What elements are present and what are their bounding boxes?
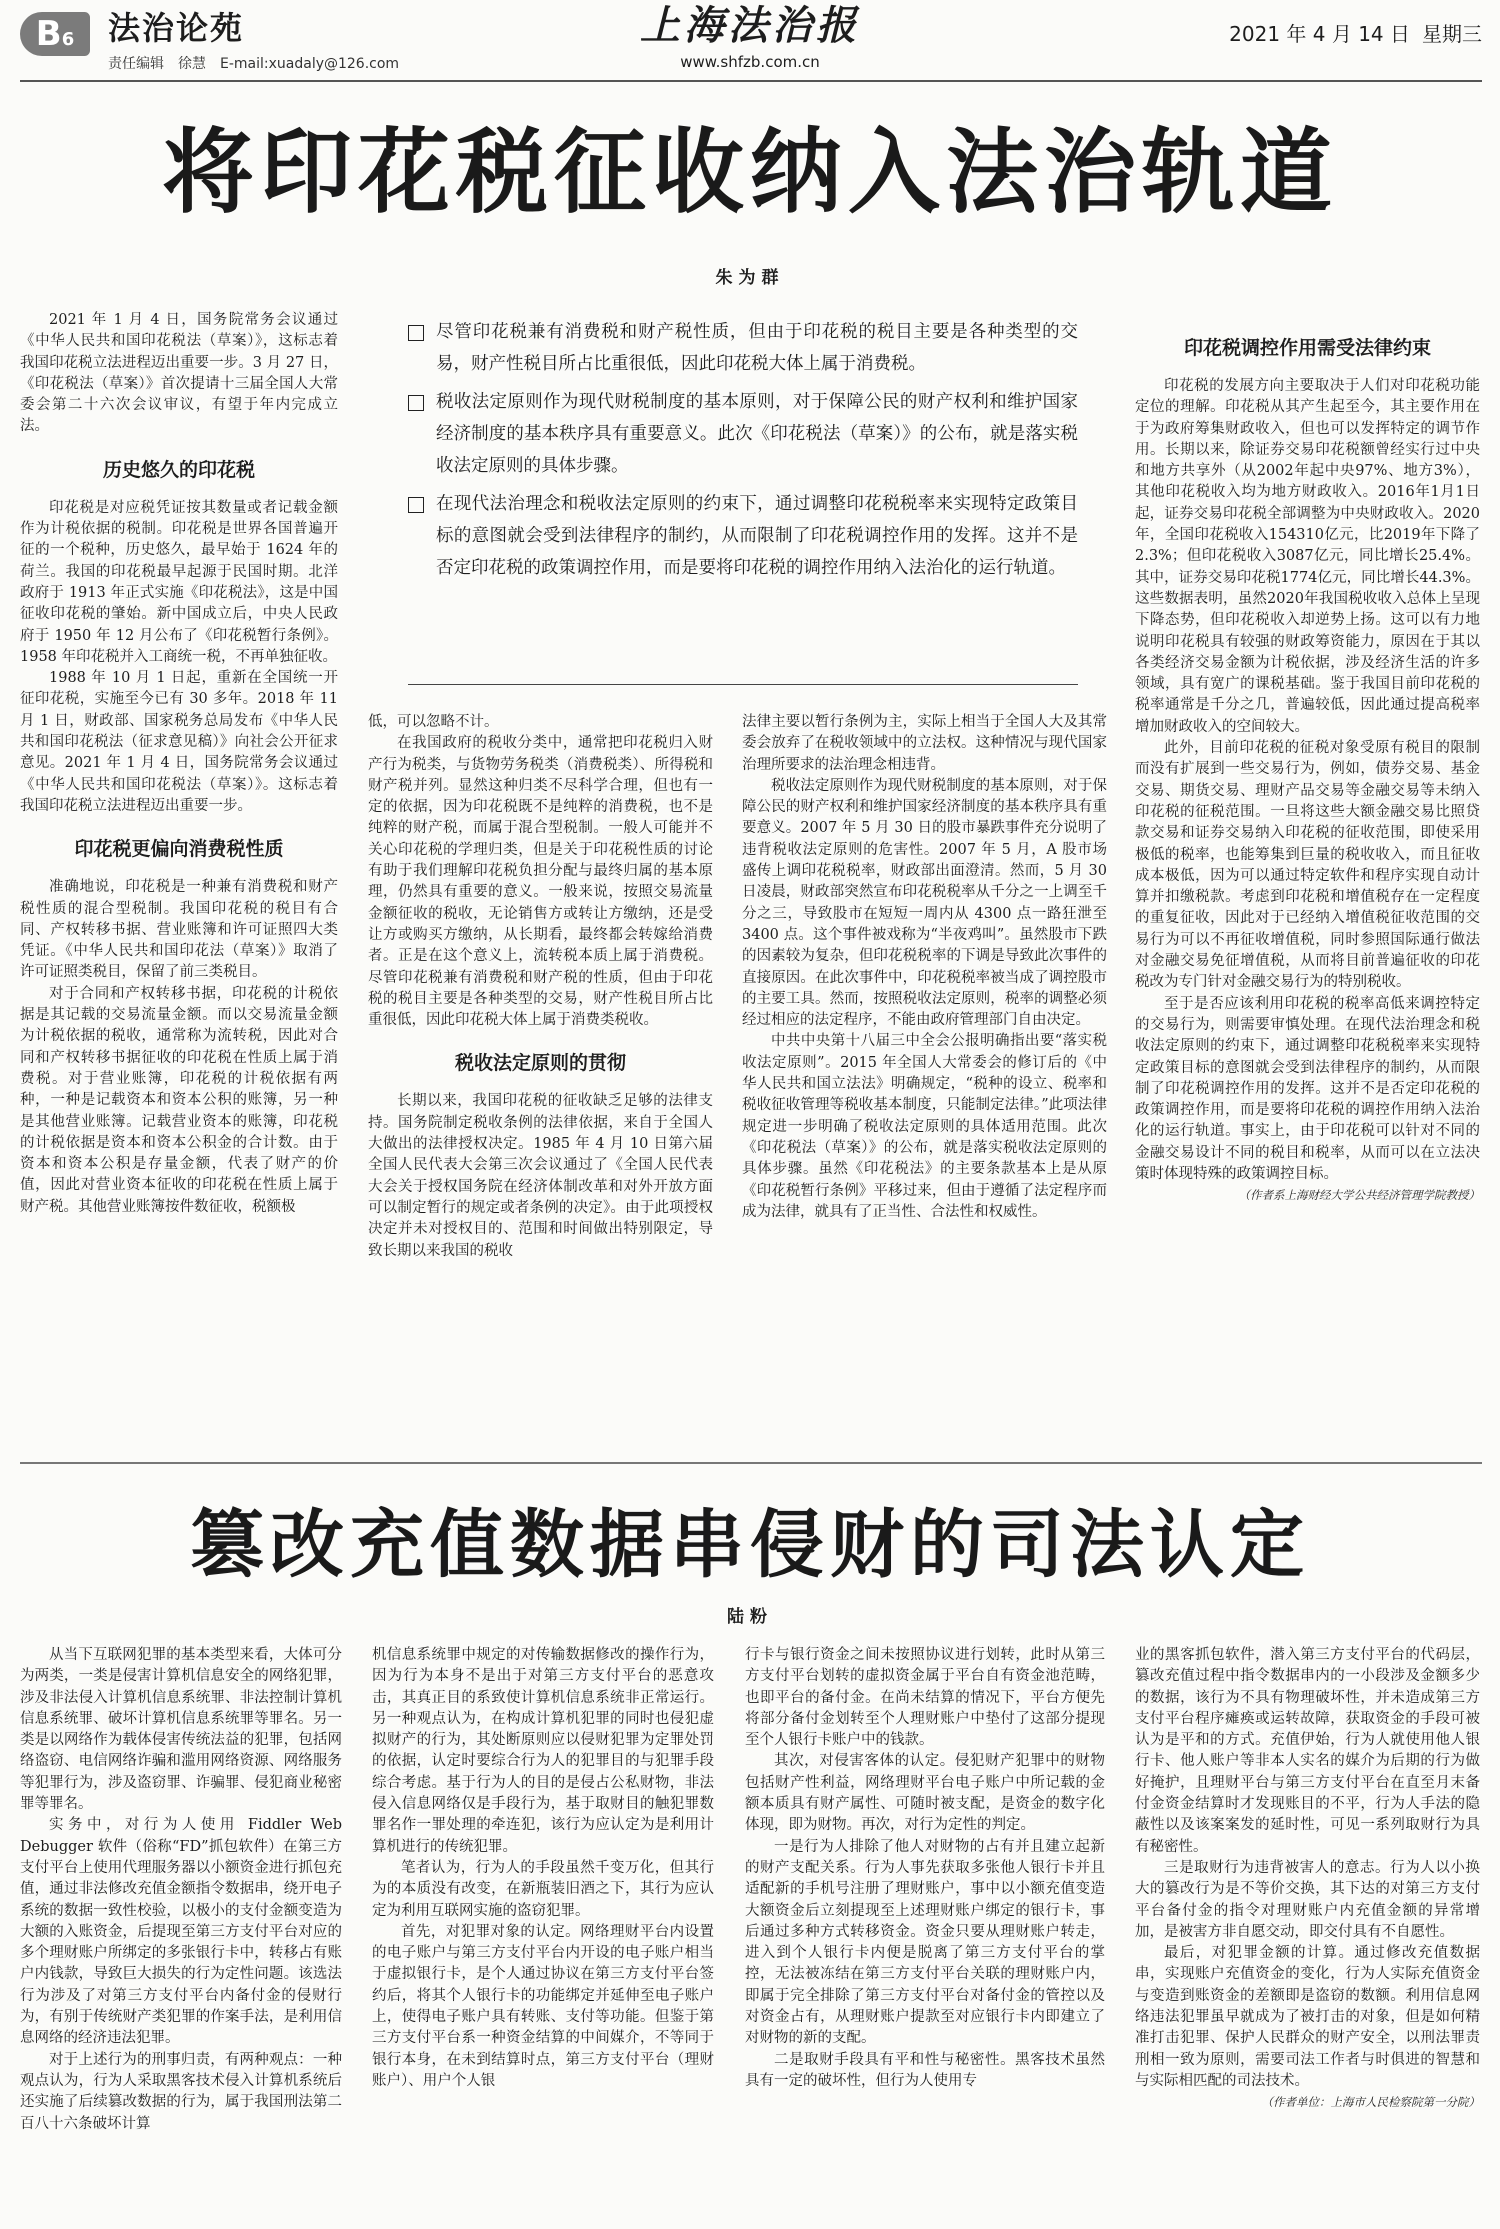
paragraph: 笔者认为，行为人的手段虽然千变万化，但其行为的本质没有改变，在新瓶装旧酒之下，其行为应认定为利用互联网实施的盗窃犯罪。 (372, 1859, 714, 1919)
newspaper-logo: 上海法治报 (640, 2, 860, 49)
weekday: 星期三 (1422, 22, 1482, 46)
paragraph: 机信息系统罪中规定的对传输数据修改的操作行为，因为行为本身不是出于对第三方支付平台的恶意攻击，其真正目的系致使计算机信息系统非正常运行。另一种观点认为，在构成计算机犯罪的同时也侵犯虚拟财产的行为，其处断原则应以侵财犯罪为定罪处罚的依据，认定时要综合行为人的犯罪目的与犯罪手段综合考虑。基于行为人的目的是侵占公私财物，非法侵入信息网络仅是手段行为，基于取财目的触犯罪数罪名作一罪处理的牵连犯，该行为应认定为是利用计算机进行的传统犯罪。 (372, 1647, 714, 1855)
subheading: 印花税调控作用需受法律约束 (1183, 337, 1431, 359)
article2-author: 陆粉 (727, 1607, 773, 1627)
abstract-rule (408, 684, 1078, 685)
article-divider (20, 1462, 1482, 1464)
author-signature: （作者系上海财经大学公共经济管理学院教授） (1238, 1188, 1480, 1203)
author-signature: （作者单位：上海市人民检察院第一分院） (1261, 2095, 1480, 2110)
checkbox-bullet-icon (408, 395, 424, 411)
date: 2021 年 4 月 14 日 (1229, 22, 1410, 46)
article2-column-3 (745, 1645, 1105, 2229)
article1-column-3 (742, 712, 1107, 1417)
paragraph: 低，可以忽略不计。 (368, 714, 499, 730)
paragraph: 三是取财行为违背被害人的意志。行为人以小换大的篡改行为是不等价交换，其下达的对第三方支付平台备付金的指令对理财账户内充值金额的异常增加，是被害方非自愿交动，即交付具有不自愿性。 (1135, 1859, 1480, 1940)
paragraph: 业的黑客抓包软件，潜入第三方支付平台的代码层，篡改充值过程中指令数据串内的一小段涉及金额多少的数据，该行为不具有物理破坏性，并未造成第三方支付平台程序瘫痪或运转故障，获取资金的手段可被认为是平和的方式。充值伊始，行为人就使用他人银行卡、他人账户等非本人实名的媒介为后期的行为做好掩护，且理财平台与第三方支付平台在直至月末备付金资金结算时才发现账目的不平，行为人手法的隐蔽性以及该案案发的延时性，可见一系列取财行为具有秘密性。 (1135, 1647, 1480, 1855)
editor-email: E-mail:xuadaly@126.com (220, 56, 400, 72)
editor-label: 责任编辑 (108, 56, 164, 72)
issue-date (1217, 20, 1482, 48)
article1-title: 将印花税征收纳入法治轨道 (161, 119, 1338, 226)
article2-column-1 (20, 1645, 342, 2229)
subheading: 印花税更偏向消费税性质 (74, 838, 284, 861)
paragraph: 2021 年 1 月 4 日，国务院常务会议通过《中华人民共和国印花税法（草案）》，这标志着我国印花税立法进程迈出重要一步。3 月 27 日，《印花税法（草案）》首次提请十三届全国人大常委会第二十六次会议审议，有望于年内完成立法。 (20, 312, 338, 435)
paragraph: 最后，对犯罪金额的计算。通过修改充值数据串，实现账户充值资金的变化，行为人实际充值资金与变造到账资金的差额即是盗窃的数额。利用信息网络违法犯罪虽早就成为了被打击的对象，但是如何精准打击犯罪、保护人民群众的财产安全，以刑法罪责刑相一致为原则，需要司法工作者与时俱进的智慧和与实际相匹配的司法技术。 (1135, 1945, 1480, 2089)
paragraph: 印花税的发展方向主要取决于人们对印花税功能定位的理解。印花税从其产生起至今，其主要作用在于为政府筹集财政收入，但也可以发挥特定的调节作用。长期以来，除证券交易印花税额曾经实行过中央和地方共享外（从2002年起中央97%、地方3%），其他印花税收入均为地方财政收入。2016年1月1日起，证券交易印花税全部调整为中央财政收入。2020年，全国印花税收入154310亿元，比2019年下降了2.3%；但印花税收入3087亿元，同比增长25.4%。其中，证券交易印花税1774亿元，同比增长44.3%。这些数据表明，虽然2020年我国税收收入总体上呈现下降态势，但印花税收入却逆势上扬。这可以有力地说明印花税具有较强的财政筹资能力，原因在于其以各类经济交易金额为计税依据，涉及经济生活的许多领域，具有宽广的课税基础。鉴于我国目前印花税的税率通常是千分之几，普遍较低，因此通过提高税率增加财政收入的空间较大。 (1135, 378, 1480, 735)
paragraph: 对于合同和产权转移书据，印花税的计税依据是其记载的交易流量金额。而以交易流量金额为计税依据的税收，通常称为流转税，因此对合同和产权转移书据征收的印花税在性质上属于消费税。对于营业账簿，印花税的计税依据有两种，一种是记载资本和资本公积的账簿，另一种是其他营业账簿。记载营业资本的账簿，印花税的计税依据是资本和资本公积金的合计数。由于资本和资本公积是存量金额，代表了财产的价值，因此对营业资本征收的印花税在性质上属于财产税。其他营业账簿按件数征收，税额极 (20, 985, 338, 1215)
abstract-point: 在现代法治理念和税收法定原则的约束下，通过调整印花税税率来实现特定政策目标的意图就会受到法律程序的制约，从而限制了印花税调控作用的发挥。这并不是否定印花税的政策调控作用，而是要将印花税的调控作用纳入法治化的运行轨道。 (408, 488, 1078, 584)
article1-abstract (408, 316, 1078, 590)
paragraph: 实务中，对行为人使用 Fiddler Web Debugger 软件（俗称“FD”抓包软件）在第三方支付平台上使用代理服务器以小额资金进行抓包充值，通过非法修改充值金额指令数据串，绕开电子系统的数据一致性校验，以极小的支付金额变造为大额的入账资金，后提现至第三方支付平台对应的多个理财账户所绑定的多张银行卡中，转移占有账户内钱款，导致巨大损失的行为定性问题。该选法行为涉及了对第三方支付平台内备付金的侵财行为，有别于传统财产类犯罪的作案手法，是利用信息网络的经济违法犯罪。 (20, 1817, 342, 2047)
article1-column-2 (368, 712, 713, 1417)
paragraph: 中共中央第十八届三中全会公报明确指出要“落实税收法定原则”。2015 年全国人大常委会的修订后的《中华人民共和国立法法》明确规定，“税种的设立、税率和税收征收管理等税收基本制度，只能制定法律。”此项法律规定进一步明确了税收法定原则的具体适用范围。此次《印花税法（草案）》的公布，就是落实税收法定原则的具体步骤。虽然《印花税法》的主要条款基本上是从原《印花税暂行条例》平移过来，但由于遵循了法定程序而成为法律，就具有了正当性、合法性和权威性。 (742, 1033, 1107, 1220)
masthead (0, 0, 1500, 80)
article1-author: 朱为群 (715, 268, 785, 288)
editor-line (108, 54, 413, 74)
checkbox-bullet-icon (408, 325, 424, 341)
article2-column-4 (1135, 1645, 1480, 2229)
paragraph: 从当下互联网犯罪的基本类型来看，大体可分为两类，一类是侵害计算机信息安全的网络犯罪，涉及非法侵入计算机信息系统罪、非法控制计算机信息系统罪、破坏计算机信息系统罪等罪名。另一类是以网络作为载体侵害传统法益的犯罪，包括网络盗窃、电信网络诈骗和滥用网络资源、网络服务等犯罪行为，涉及盗窃罪、诈骗罪、侵犯商业秘密罪等罪名。 (20, 1647, 342, 1813)
masthead-rule (20, 80, 1482, 82)
paragraph: 长期以来，我国印花税的征收缺乏足够的法律支持。国务院制定税收条例的法律依据，来自于全国人大做出的法律授权决定。1985 年 4 月 10 日第六届全国人民代表大会第三次会议通过了《全国人民代表大会关于授权国务院在经济体制改革和对外开放方面可以制定暂行的规定或者条例的决定》。由于此项授权决定并未对授权目的、范围和时间做出特别限定，导致长期以来我国的税收 (368, 1093, 713, 1259)
paragraph: 其次，对侵害客体的认定。侵犯财产犯罪中的财物包括财产性利益，网络理财平台电子账户中所记载的金额本质具有财产属性、可随时被支配，是资金的数字化体现，即为财物。再次，对行为定性的判定。 (745, 1753, 1105, 1834)
paragraph: 印花税是对应税凭证按其数量或者记载金额作为计税依据的税制。印花税是世界各国普遍开征的一个税种，历史悠久，最早始于 1624 年的荷兰。我国的印花税最早起源于民国时期。北洋政府于 1913 年正式实施《印花税法》，这是中国征收印花税的肇始。新中国成立后，中央人民政府于 1950 年 12 月公布了《印花税暂行条例》。1958 年印花税并入工商统一税，不再单独征收。 (20, 499, 338, 665)
abstract-point: 尽管印花税兼有消费税和财产税性质，但由于印花税的税目主要是各种类型的交易，财产性税目所占比重很低，因此印花税大体上属于消费税。 (408, 316, 1078, 380)
editor-name: 徐慧 (178, 56, 206, 72)
subheading: 历史悠久的印花税 (102, 458, 255, 481)
paragraph: 法律主要以暂行条例为主，实际上相当于全国人大及其常委会放弃了在税收领域中的立法权。这种情况与现代国家治理所要求的法治理念相违背。 (742, 714, 1107, 773)
checkbox-bullet-icon (408, 497, 424, 513)
subheading: 税收法定原则的贯彻 (454, 1052, 626, 1075)
page-badge: B6 (20, 12, 90, 56)
article2-title: 篡改充值数据串侵财的司法认定 (190, 1502, 1310, 1588)
paragraph: 税收法定原则作为现代财税制度的基本原则，对于保障公民的财产权利和维护国家经济制度的基本秩序具有重要意义。2007 年 5 月 30 日的股市暴跌事件充分说明了违背税收法定原则的危害性。2007 年 5 月，A 股市场盛传上调印花税税率，财政部出面澄清。然而，5 月 30 日凌晨，财政部突然宣布印花税税率从千分之一上调至千分之三，导致股市在短短一周内从 4300 点一路狂泄至 3400 点。这个事件被戏称为“半夜鸡叫”。虽然股市下跌的因素较为复杂，但印花税税率的下调是导致此次事件的直接原因。在此次事件中，印花税税率被当成了调控股市的主要工具。然而，按照税收法定原则，税率的调整必须经过相应的法定程序，不能由政府管理部门自由决定。 (742, 777, 1107, 1029)
paragraph: 对于上述行为的刑事归责，有两种观点：一种观点认为，行为人采取黑客技术侵入计算机系统后还实施了后续篡改数据的行为，属于我国刑法第二百八十六条破坏计算 (20, 2051, 342, 2132)
article1-column-1 (20, 310, 338, 1420)
paragraph: 二是取财手段具有平和性与秘密性。黑客技术虽然具有一定的破坏性，但行为人使用专 (745, 2051, 1105, 2089)
abstract-point: 税收法定原则作为现代财税制度的基本原则，对于保障公民的财产权利和维护国家经济制度的基本秩序具有重要意义。此次《印花税法（草案）》的公布，就是落实税收法定原则的具体步骤。 (408, 386, 1078, 482)
paragraph: 准确地说，印花税是一种兼有消费税和财产税性质的混合型税制。我国印花税的税目有合同、产权转移书据、营业账簿和许可证照四大类凭证。《中华人民共和国印花法（草案）》取消了许可证照类税目，保留了前三类税目。 (20, 879, 338, 981)
paragraph: 一是行为人排除了他人对财物的占有并且建立起新的财产支配关系。行为人事先获取多张他人银行卡并且适配新的手机号注册了理财账户，事中以小额充值变造大额资金后立刻提现至上述理财账户绑定的银行卡，事后通过多种方式转移资金。资金只要从理财账户转走，进入到个人银行卡内便是脱离了第三方支付平台的掌控，无法被冻结在第三方支付平台关联的理财账户内，即属于完全排除了第三方支付平台对备付金的管控以及对资金占有，从理财账户提款至对应银行卡内即建立了对财物的新的支配。 (745, 1838, 1105, 2047)
paragraph: 在我国政府的税收分类中，通常把印花税归入财产行为税类，与货物劳务税类（消费税类）、所得税和财产税并列。显然这种归类不尽科学合理，但也有一定的依据，因为印花税既不是纯粹的消费税，也不是纯粹的财产税，而属于混合型税制。一般人可能并不关心印花税的学理归类，但是关于印花税性质的讨论有助于我们理解印花税负担分配与最终归属的基本原理，仍然具有重要的意义。一般来说，按照交易流量金额征收的税收，无论销售方或转让方缴纳，还是受让方或购买方缴纳，从长期看，最终都会转嫁给消费者。正是在这个意义上，流转税本质上属于消费税。尽管印花税兼有消费税和财产税的性质，但由于印花税的税目主要是各种类型的交易，财产性税目所占比重很低，因此印花税大体上属于消费类税收。 (368, 735, 713, 1029)
website-link[interactable]: www.shfzb.com.cn (680, 53, 820, 71)
paragraph: 1988 年 10 月 1 日起，重新在全国统一开征印花税，实施至今已有 30 多年。2018 年 11 月 1 日，财政部、国家税务总局发布《中华人民共和国印花税法（征求意见稿）》向社会公开征求意见。2021 年 1 月 4 日，国务院常务会议通过《中华人民共和国印花税法（草案）》。这标志着我国印花税立法进程迈出重要一步。 (20, 670, 338, 814)
paragraph: 此外，目前印花税的征税对象受原有税目的限制而没有扩展到一些交易行为，例如，债券交易、基金交易、期货交易、理财产品交易等金融交易等未纳入印花税的征税范围。一旦将这些大额金融交易比照贷款交易和证券交易纳入印花税的征收范围，即使采用极低的税率，也能筹集到巨量的税收收入，而且征收成本极低，因为可以通过特定软件和程序实现自动计算并扣缴税款。考虑到印花税和增值税存在一定程度的重复征收，因此对于已经纳入增值税征收范围的交易行为可以不再征收增值税，同时参照国际通行做法对金融交易免征增值税，从而将目前普遍征收的印花税改为专门针对金融交易行为的特别税收。 (1135, 740, 1480, 991)
paragraph: 首先，对犯罪对象的认定。网络理财平台内设置的电子账户与第三方支付平台内开设的电子账户相当于虚拟银行卡，是个人通过协议在第三方支付平台签约后，将其个人银行卡的功能绑定并延伸至电子账户上，使得电子账户具有转账、支付等功能。但鉴于第三方支付平台系一种资金结算的中间媒介，不等同于银行本身，在未到结算时点，第三方支付平台（理财账户）、用户个人银 (372, 1923, 714, 2089)
paragraph: 至于是否应该利用印花税的税率高低来调控特定的交易行为，则需要审慎处理。在现代法治理念和税收法定原则的约束下，通过调整印花税税率来实现特定政策目标的意图就会受到法律程序的制约，从而限制了印花税调控作用的发挥。这并不是否定印花税的政策调控作用，而是要将印花税的调控作用纳入法治化的运行轨道。事实上，由于印花税可以针对不同的金融交易设计不同的税目和税率，从而可以在立法决策时体现特殊的政策调控目标。 (1135, 995, 1480, 1182)
article2-column-2 (372, 1645, 714, 2229)
paragraph: 行卡与银行资金之间未按照协议进行划转，此时从第三方支付平台划转的虚拟资金属于平台自有资金池范畴，也即平台的备付金。在尚未结算的情况下，平台方便先将部分备付金划转至个人理财账户中垫付了这部分提现至个人银行卡账户中的钱款。 (745, 1647, 1105, 1749)
section-title: 法治论苑 (108, 9, 245, 47)
article1-column-4 (1135, 330, 1480, 1420)
